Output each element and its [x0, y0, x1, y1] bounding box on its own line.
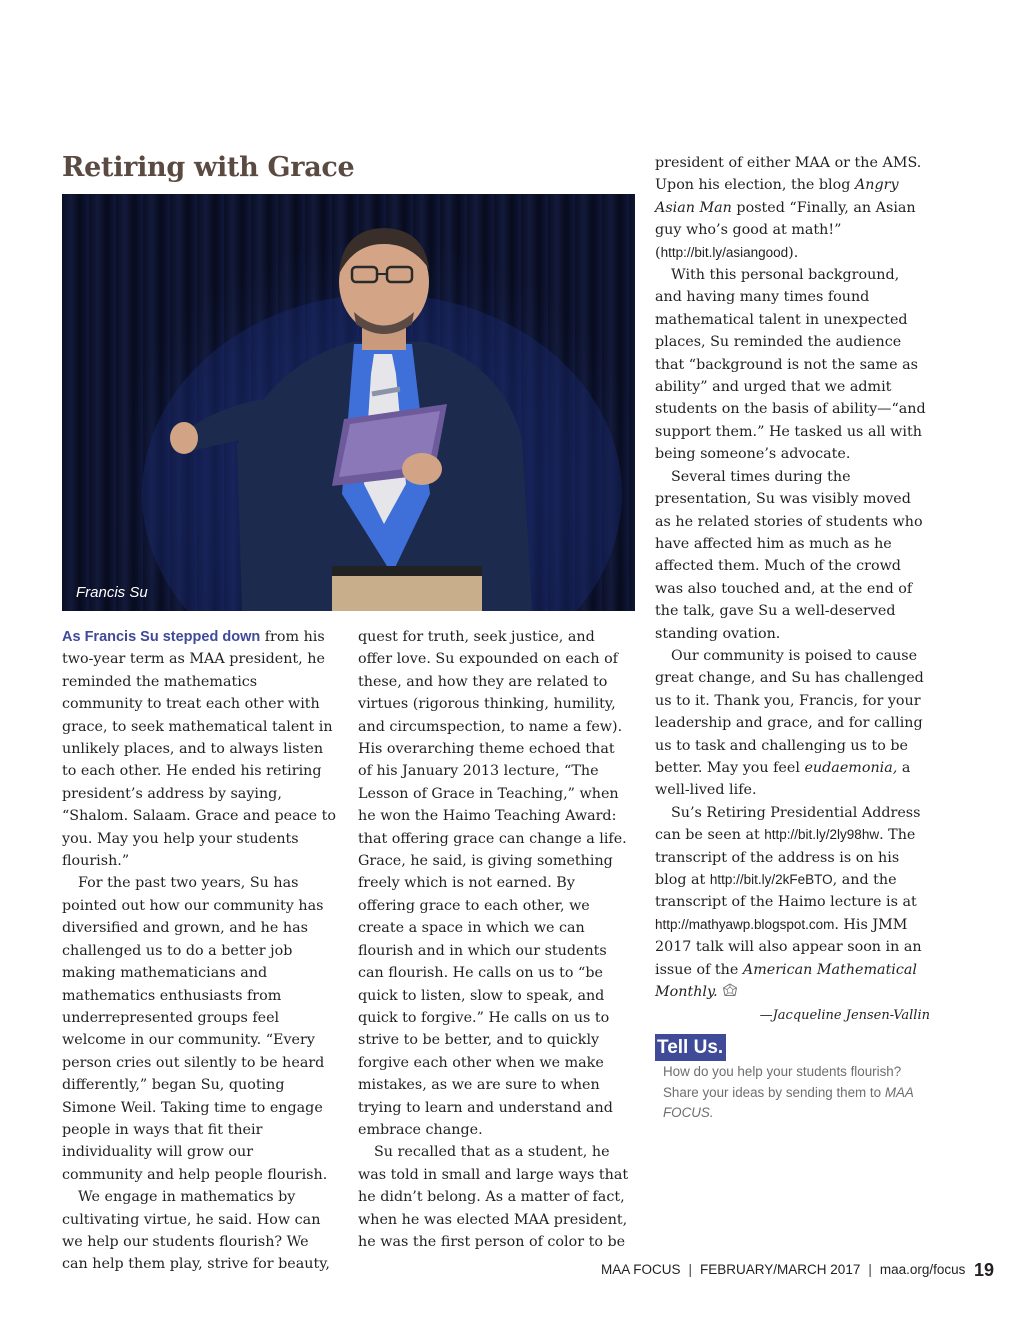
- paragraph: Several times during the presentation, Su was visibly moved as he related stories of students who have affected him as much as he affected them. Much of the crowd was also touched and, at the end of the talk, gave Su a well-deserved standing ovation.: [655, 468, 923, 642]
- paragraph: Su recalled that as a student, he was told in small and large ways that he didn’t belong. As a matter of fact, when he was elected MAA president, he was the first person of color to be: [358, 1144, 629, 1250]
- paragraph-text: president of either MAA or the AMS. Upon his election, the blog: [655, 155, 922, 194]
- polyhedron-end-icon: [722, 983, 738, 999]
- article-column-3: [655, 152, 930, 1028]
- link-address-transcript[interactable]: http://bit.ly/2kFeBTO: [709, 872, 833, 887]
- link-address-video[interactable]: http://bit.ly/2ly98hw: [764, 827, 880, 843]
- paragraph-text: Our community is poised to cause great change, and Su has challenged us to it. Thank you, Francis, for your leadership and grace, and for calling us to task and challenging us to be better. May you feel: [655, 647, 924, 776]
- footer-website[interactable]: maa.org/focus: [879, 1262, 966, 1277]
- footer-issue: FEBRUARY/MARCH 2017: [700, 1262, 861, 1277]
- paragraph-text: . His JMM 2017 talk will also appear soon in an issue of the: [655, 916, 922, 978]
- paragraph-text: a well-lived life.: [655, 759, 911, 799]
- paragraph-text: Su’s Retiring Presidential Address can be seen at: [655, 804, 921, 844]
- lead-in: As Francis Su stepped down: [62, 629, 261, 645]
- magazine-name: MAA FOCUS.: [663, 1084, 914, 1120]
- paragraph-text: , and the transcript of the Haimo lecture is at: [655, 872, 917, 911]
- paragraph-text: ).: [788, 244, 799, 261]
- footer-publication: MAA FOCUS: [601, 1262, 681, 1277]
- journal-name: American Mathematical Monthly.: [655, 961, 917, 1001]
- paragraph-text: from his two-year term as MAA president, he reminded the mathematics community to treat each other with grace, to seek mathematical talent in unlikely places, and to always listen to each other. He ended his retiring president’s address by saying, “Shalom. Salaam. Grace and peace to you. May you help your students flourish.”: [62, 629, 336, 870]
- byline: —Jacqueline Jensen-Vallin: [759, 1008, 930, 1024]
- paragraph-text: . The transcript of the address is on his blog at: [655, 827, 916, 888]
- page-number: 19: [974, 1260, 995, 1280]
- page-footer: [601, 1262, 965, 1277]
- paragraph: [655, 152, 930, 264]
- paragraph: [655, 802, 930, 1004]
- article-title: Retiring with Grace: [62, 152, 355, 183]
- footer-separator: |: [868, 1262, 872, 1277]
- paragraph: We engage in mathematics by cultivating virtue, he said. How can we help our students flourish? We can help them play, strive for beauty,: [62, 1189, 330, 1273]
- footer-separator: |: [688, 1262, 693, 1277]
- tell-us-body: [663, 1062, 931, 1124]
- article-column-2: [358, 626, 633, 1253]
- paragraph: For the past two years, Su has pointed out how our community has diversified and grown, and he has challenged us to do a better job making mathematicians and mathematics enthusiasts from underrepresented groups feel welcome in our community. “Every person cries out silently to be heard differently,” began Su, quoting Simone Weil. Taking time to engage people in ways that fit their individuality will grow our community and help people flourish.: [62, 875, 328, 1183]
- paragraph: With this personal background, and having many times found mathematical talent in unexpected places, Su reminded the audience that “background is not the same as ability” and urged that we admit students on the basis of ability—“and support them.” He tasked us all with being someone’s advocate.: [655, 267, 926, 463]
- speaker-illustration: [62, 194, 635, 611]
- tell-us-text: How do you help your students flourish? Share your ideas by sending them to: [663, 1064, 902, 1100]
- photo-caption: Francis Su: [76, 584, 148, 601]
- paragraph: [655, 645, 930, 802]
- paragraph-text: posted “Finally, an Asian guy who’s good at math!” (: [655, 199, 916, 261]
- blog-name: Angry Asian Man: [655, 177, 899, 216]
- paragraph: [62, 626, 337, 872]
- article-column-1: [62, 626, 337, 1276]
- link-asiangood[interactable]: http://bit.ly/asiangood: [660, 244, 789, 260]
- tell-us-heading: Tell Us.: [655, 1034, 726, 1061]
- paragraph: quest for truth, seek justice, and offer love. Su expounded on each of these, and how they are related to virtues (rigorous thinking, humility, and circumspection, to name a few). His overarching theme echoed that of his January 2013 lecture, “The Lesson of Grace in Teaching,” when he won the Haimo Teaching Award: that offering grace can change a life. Grace, he said, is giving something freely which is not earned. By offering grace to each other, we create a space in which we can flourish and in which our students can flourish. He calls on us to “be quick to listen, slow to speak, and quick to forgive.” He calls on us to strive to be better, and to quickly forgive each other when we make mistakes, as we are sure to when trying to learn and understand and embrace change.: [358, 629, 627, 1138]
- emphasis: eudaemonia,: [804, 759, 898, 776]
- link-haimo-lecture[interactable]: http://mathyawp.blogspot.com: [655, 916, 835, 932]
- speaker-photo: [62, 194, 635, 611]
